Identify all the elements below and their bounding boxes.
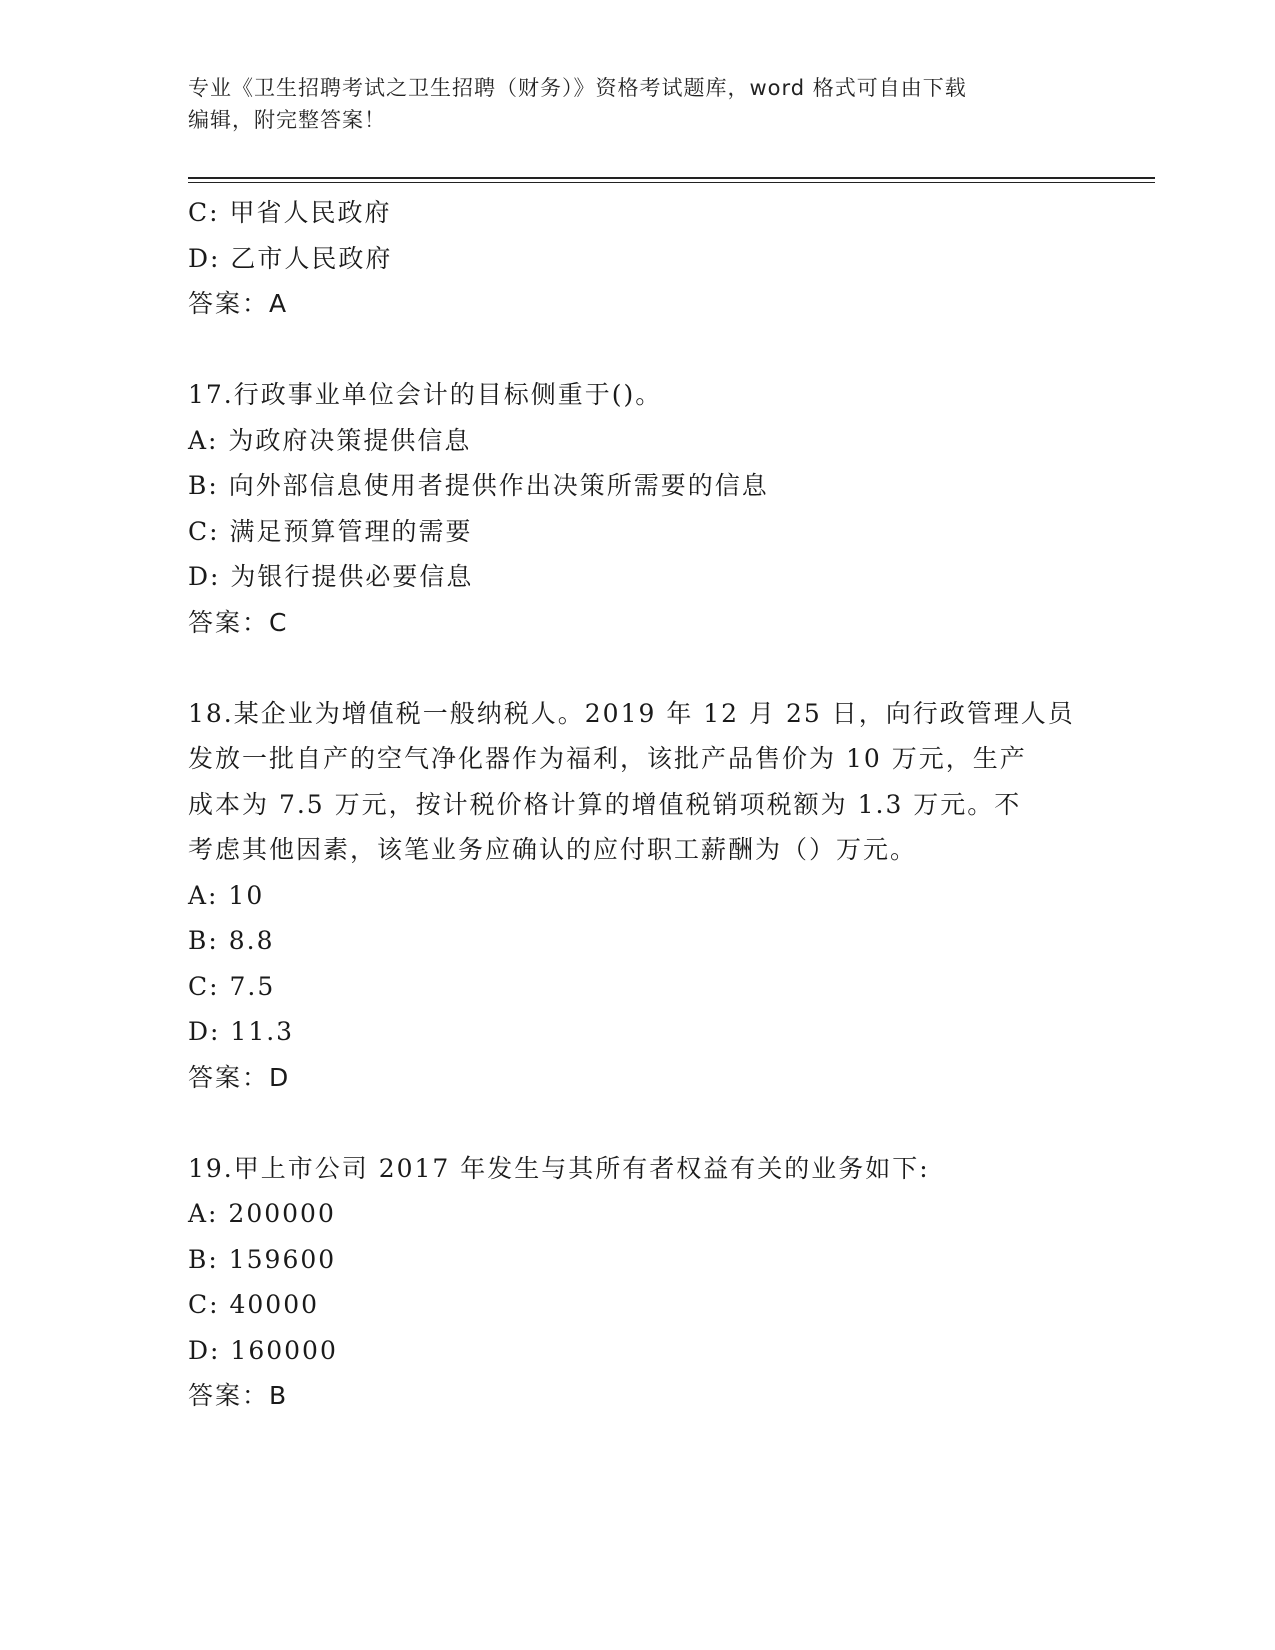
option-d: D: 160000 xyxy=(188,1335,338,1365)
answer: 答案：C xyxy=(188,607,289,637)
header-divider-thin xyxy=(188,182,1155,183)
option-a: A: 200000 xyxy=(188,1199,336,1228)
answer: 答案：D xyxy=(188,1062,291,1092)
question-stem: 19.甲上市公司 2017 年发生与其所有者权益有关的业务如下: xyxy=(188,1153,930,1183)
question-stem-line-2: 发放一批自产的空气净化器作为福利，该批产品售价为 10 万元，生产 xyxy=(188,744,1027,773)
option-c: C: 满足预算管理的需要 xyxy=(188,516,473,546)
option-a: A: 为政府决策提供信息 xyxy=(188,425,472,455)
question-list xyxy=(188,190,1088,1419)
spacer xyxy=(188,327,1088,373)
question-stem: 17.行政事业单位会计的目标侧重于()。 xyxy=(188,380,663,409)
option-c: C: 7.5 xyxy=(188,971,276,1001)
option-b: B: 159600 xyxy=(188,1244,337,1274)
spacer xyxy=(188,1100,1088,1146)
header-line-2: 编辑，附完整答案！ xyxy=(188,108,386,132)
option-a: A: 10 xyxy=(188,880,265,910)
document-header xyxy=(188,72,1088,136)
spacer xyxy=(188,645,1088,691)
option-b: B: 8.8 xyxy=(188,926,275,955)
option-c: C: 甲省人民政府 xyxy=(188,198,392,227)
question-18 xyxy=(188,691,1088,1101)
question-16-tail xyxy=(188,190,1088,327)
option-b: B: 向外部信息使用者提供作出决策所需要的信息 xyxy=(188,471,769,500)
header-line-1: 专业《卫生招聘考试之卫生招聘（财务）》资格考试题库，word 格式可自由下载 xyxy=(188,76,967,100)
answer: 答案：A xyxy=(188,289,289,318)
question-19 xyxy=(188,1146,1088,1419)
header-divider-thick xyxy=(188,177,1155,179)
question-stem-line-3: 成本为 7.5 万元，按计税价格计算的增值税销项税额为 1.3 万元。不 xyxy=(188,789,1022,819)
option-d: D: 为银行提供必要信息 xyxy=(188,562,474,591)
option-c: C: 40000 xyxy=(188,1290,320,1319)
answer: 答案：B xyxy=(188,1381,289,1410)
option-d: D: 乙市人民政府 xyxy=(188,243,393,273)
question-17 xyxy=(188,372,1088,645)
question-stem-line-4: 考虑其他因素，该笔业务应确认的应付职工薪酬为（）万元。 xyxy=(188,835,918,864)
option-d: D: 11.3 xyxy=(188,1017,295,1046)
question-stem-line-1: 18.某企业为增值税一般纳税人。2019 年 12 月 25 日，向行政管理人员 xyxy=(188,698,1075,728)
